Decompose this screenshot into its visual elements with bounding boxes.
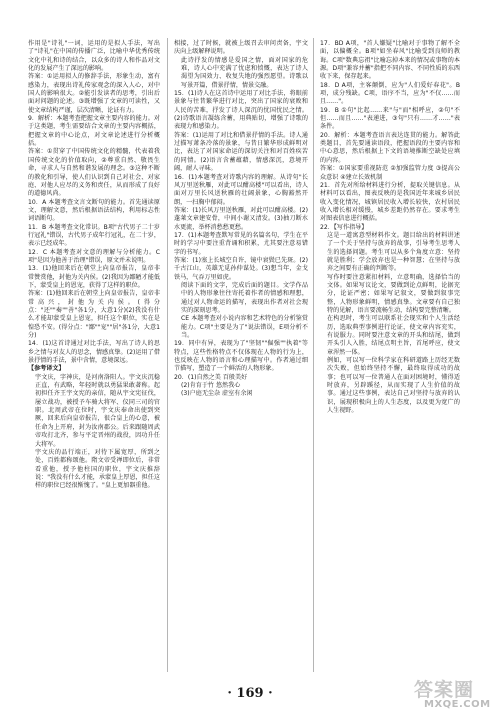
answer-paragraph: 答案：①国家要重视防范 ②加强监管力度 ③提高公众意识 ④建立长效机制 (320, 165, 460, 181)
answer-paragraph: 20．(1)自然之美 百般美好 (174, 373, 248, 381)
section-heading: 【参考译文】 (28, 365, 65, 373)
answer-paragraph: 16．(1)本题考查对诗歌内容的理解。从诗句"长风万里送秋雁，对此可以酣高楼"可以看出，诗人面对万里长风送秋雁的壮阔景象，心胸豁然开朗，一扫胸中郁闷。 (174, 173, 308, 206)
answer-paragraph: 答案：①运用拟人的修辞手法，形象生动，富有感染力，表现出诗礼传家观念的深入人心，对中国人的影响很大。②能引发读者的思考，引出后面对问题的论述。③既增强了文章的可读性，又使文章结构严谨，层次清晰，论证有力。 (28, 73, 160, 114)
column-divider (167, 38, 168, 672)
answer-paragraph: 22．【写作指导】 (320, 223, 368, 231)
left-column (28, 40, 160, 491)
answer-paragraph: (3)户庭无尘杂 虚室有余闲 (181, 390, 253, 398)
answer-paragraph: 19．同中有异，表现为了"坚韧""倔强""执着"等特点，这些性格特点不仅体现在人物的行为上，也反映在人物的语言和心理描写中。作者通过细节描写，塑造了一个鲜活的人物形象。 (174, 340, 308, 373)
answer-paragraph: 此诗抒发的情感是爱国之情，面对国家的危难，诗人心中充满了忧虑和愤慨，表达了诗人渴望为国效力、收复失地的强烈愿望。诗歌以写景开篇，借景抒情，情景交融。 (181, 56, 308, 89)
answer-paragraph: 答案：(1)长风万里送秋雁，对此可以酣高楼。(2)蓬莱文章建安骨，中间小谢又清发。(3)抽刀断水水更流，举杯消愁愁更愁。 (174, 206, 308, 231)
answer-paragraph: 17．(1)本题考查默写常见的名篇名句，学生在平时的学习中要注重背诵和积累，尤其要注意易错字的书写。 (174, 231, 308, 256)
answer-paragraph: 21．首先对所给材料进行分析，提取关键信息。从材料可以看出，图表反映的是我国近年来城乡居民收入变化情况，城镇居民收入增长较快，农村居民收入增长相对缓慢，城乡差距仍然存在。要求考生对图表信息进行概括。 (320, 181, 460, 223)
answer-paragraph: 10．A 本题考查文言文断句的能力。首先通读原文，理解文意，然后根据语法结构，利用标志性词语断句。 (28, 198, 160, 223)
answer-paragraph: 在构思时，考生可以联系社会现实和个人生活经历，选取典型事例进行论证，使文章内容充实，有说服力。同时要注意文章的开头和结尾，做到开头引人入胜，结尾点明主旨，首尾呼应，使文章浑然一体。 (327, 315, 460, 356)
answer-paragraph: 19．B ①句"比起……来"与"而"相呼应，②句"不但……而且……"表递进，③句"只有……才……"表条件。 (320, 106, 460, 131)
watermark-url: MXQE.COM (424, 699, 491, 710)
answer-paragraph: 答案：(1)他回来后在朝堂上向皇帝报告，皇帝非常高兴，封他为关内侯。(得分点："还""奏""善"各1分，大意1分)(2)我没有什么才能却蒙受皇上恩宠，担任这个职位，实在是惶恐不安。(得分点："鄙""宠""居"各1分，大意1分) (28, 290, 160, 340)
answer-paragraph: 14．(1)这首诗通过对比手法，写出了诗人的思乡之情与对友人的思念，情感真挚。(2)运用了借景抒情的手法，景中含情，意境深远。 (28, 340, 160, 365)
answer-paragraph: 13．(1)他回来后在朝堂上向皇帝报告，皇帝非常赞赏他，封他为关内侯。(2)我因为鄙陋才能低下，蒙受皇上的恩宠，获得了这样的职位。 (28, 265, 160, 289)
answer-paragraph: 写作时要注意紧扣材料，立意明确，选择恰当的文体。如果写议论文，要做到论点鲜明，论据充分，论证严密；如果写记叙文，要做到叙事完整，人物形象鲜明，情感真挚。文章要有自己独特的见解，语言要流畅生动，结构要完整清晰。 (327, 273, 460, 314)
answer-paragraph: 宇文庆的品行端正，对待下属宽厚，所到之处，百姓都称颂他。隋文帝受禅即位后，非常看重他，授予他柱国的职位，宇文庆推辞说："我没有什么才能，承蒙皇上厚恩，担任这样的职位已经很惭愧了。"皇上更加器重他。 (35, 448, 160, 490)
answer-paragraph: CE 本题考查对小说内容和艺术特色的分析鉴赏能力。C项"主要是为了"说法错误，E项分析不当。 (181, 315, 308, 340)
answer-paragraph: 答案：(1)塞上长城空自许，镜中衰鬓已先斑。(2)千古江山，英雄无觅孙仲谋处。(3)想当年，金戈铁马，气吞万里如虎。 (174, 256, 308, 281)
right-column (320, 40, 460, 415)
page-number: · 169 · (227, 686, 273, 701)
answer-paragraph: 15．(1)诗人在这首诗中运用了对比手法，将眼前景象与往昔繁华进行对比，突出了国家的衰败和人民的苦难，抒发了诗人深沉的忧国忧民之情。(2)诗歌语言凝练含蓄，用典贴切，增强了诗歌的表现力和感染力。 (174, 90, 308, 131)
answer-paragraph: 宇文庆，字神庆，是河南洛阳人。宇文庆沉稳正直，有武略，年轻时就以勇猛果敢著称。起初担任齐王宇文宪的亲信，随从宇文宪征伐，屡立战功，被授予车骑大将军、仪同三司的官职。北周武帝在位时，宇文庆奉命出使到突厥，回来后向皇帝报告，很合皇上的心意，被任命为上开府，封为汝南郡公。后来跟随周武帝攻打北齐，参与平定晋州的战役，因功升任大将军。 (35, 373, 160, 448)
answer-paragraph: 11．B 本题考查文化常识。B项"古代男子二十岁行冠礼"错误，古代男子成年行冠礼，在二十岁，表示已经成年。 (28, 223, 160, 248)
answer-paragraph: 20．解析：本题考查语言表达连贯的能力。解答此类题目，首先要通读语段，把握语段的主要内容和中心意思，然后根据上下文的语境推断空缺处应填的内容。 (320, 131, 460, 164)
answer-paragraph: 18．D A项，主客颠倒，应为"人们爱好春花"。B项，成分残缺。C项，语序不当，应为"不仅……而且……"。 (320, 81, 460, 106)
middle-column (174, 40, 308, 399)
answer-paragraph: 这是一道寓意型材料作文。题目给出的材料讲述了一个关于坚持与放弃的故事，引导考生思考人生的选择问题。考生可以从多个角度立意：坚持就是胜利；学会放弃也是一种智慧；在坚持与放弃之间要有正确的判断等。 (327, 231, 460, 273)
watermark-stamp: 答案圈 (414, 679, 475, 701)
answer-paragraph: 例如，可以写一位科学家在科研道路上历经无数次失败，但始终坚持不懈，最终取得成功的故事；也可以写一位普通人在面对困境时，懂得适时放弃，另辟蹊径，从而实现了人生价值的故事。通过这些事例，表达自己对坚持与放弃的认识，展现积极向上的人生态度，以及更为宽广的人生视野。 (327, 357, 460, 415)
column-divider (313, 38, 314, 672)
answer-paragraph: (2)肯育于竹 悠然我心 (181, 382, 241, 390)
answer-paragraph: 相接，过了时候，就被上级召去审问责备，宇文庆向上级解释说明。 (174, 40, 308, 56)
answer-paragraph: 12．C 本题考查对文意的理解与分析能力。C项"是因为他善于治理"错误，原文并未说明。 (28, 248, 160, 264)
answer-paragraph: 答案：(1)运用了对比和借景抒情的手法。诗人通过描写萧条冷落的景象，与昔日繁华形成鲜明对比，表达了对国家命运的深切关注和对百姓疾苦的同情。(2)语言含蓄蕴藉，情感深沉，意境开阔，耐人寻味。 (174, 131, 308, 173)
answer-paragraph: 作用是"诗礼"一词，运用的是拟人手法，写出了"诗礼"在中国的传播广泛，比喻中华优秀传统文化中礼和诗的结合，以众多的诗人和作品对文化的发展产生了深远的影响。 (28, 40, 160, 73)
answer-paragraph: 17．BD A项，"首人嫌疑"比喻对于事物了解不全面，以偏概全。B项"如坐春风"比喻受到良师的教诲。C项"数典忘祖"比喻忘掉本来的情况或事物的本源。D项"兼容并蓄"指把不同内容、不同性质的东西收下来，保存起来。 (320, 40, 460, 81)
answer-paragraph: 答案：①贯穿了中国传统文化的精髓，代表着我国传统文化的价值取向，②尊重自然、敬畏生命，寻求人与自然和谐发展的理念。③这种不断的教化和引导，使人们认识到自己对社会、对家庭、对他人应尽的义务和责任，从而形成了良好的道德风尚。 (28, 148, 160, 198)
answer-paragraph: 9．解析：本题考查把握文章主要内容的能力。对于这类题，考生需要结合文章的主要内容概括，把握文章的中心论点，对文章论述进行分析概括。 (28, 115, 160, 148)
answer-paragraph: 阅读下面的文字，完成后面的题目。文学作品中的人物形象往往寄托着作者的情感和理想，通过对人物命运的描写，表现出作者对社会现实的深刻思考。 (181, 281, 308, 314)
